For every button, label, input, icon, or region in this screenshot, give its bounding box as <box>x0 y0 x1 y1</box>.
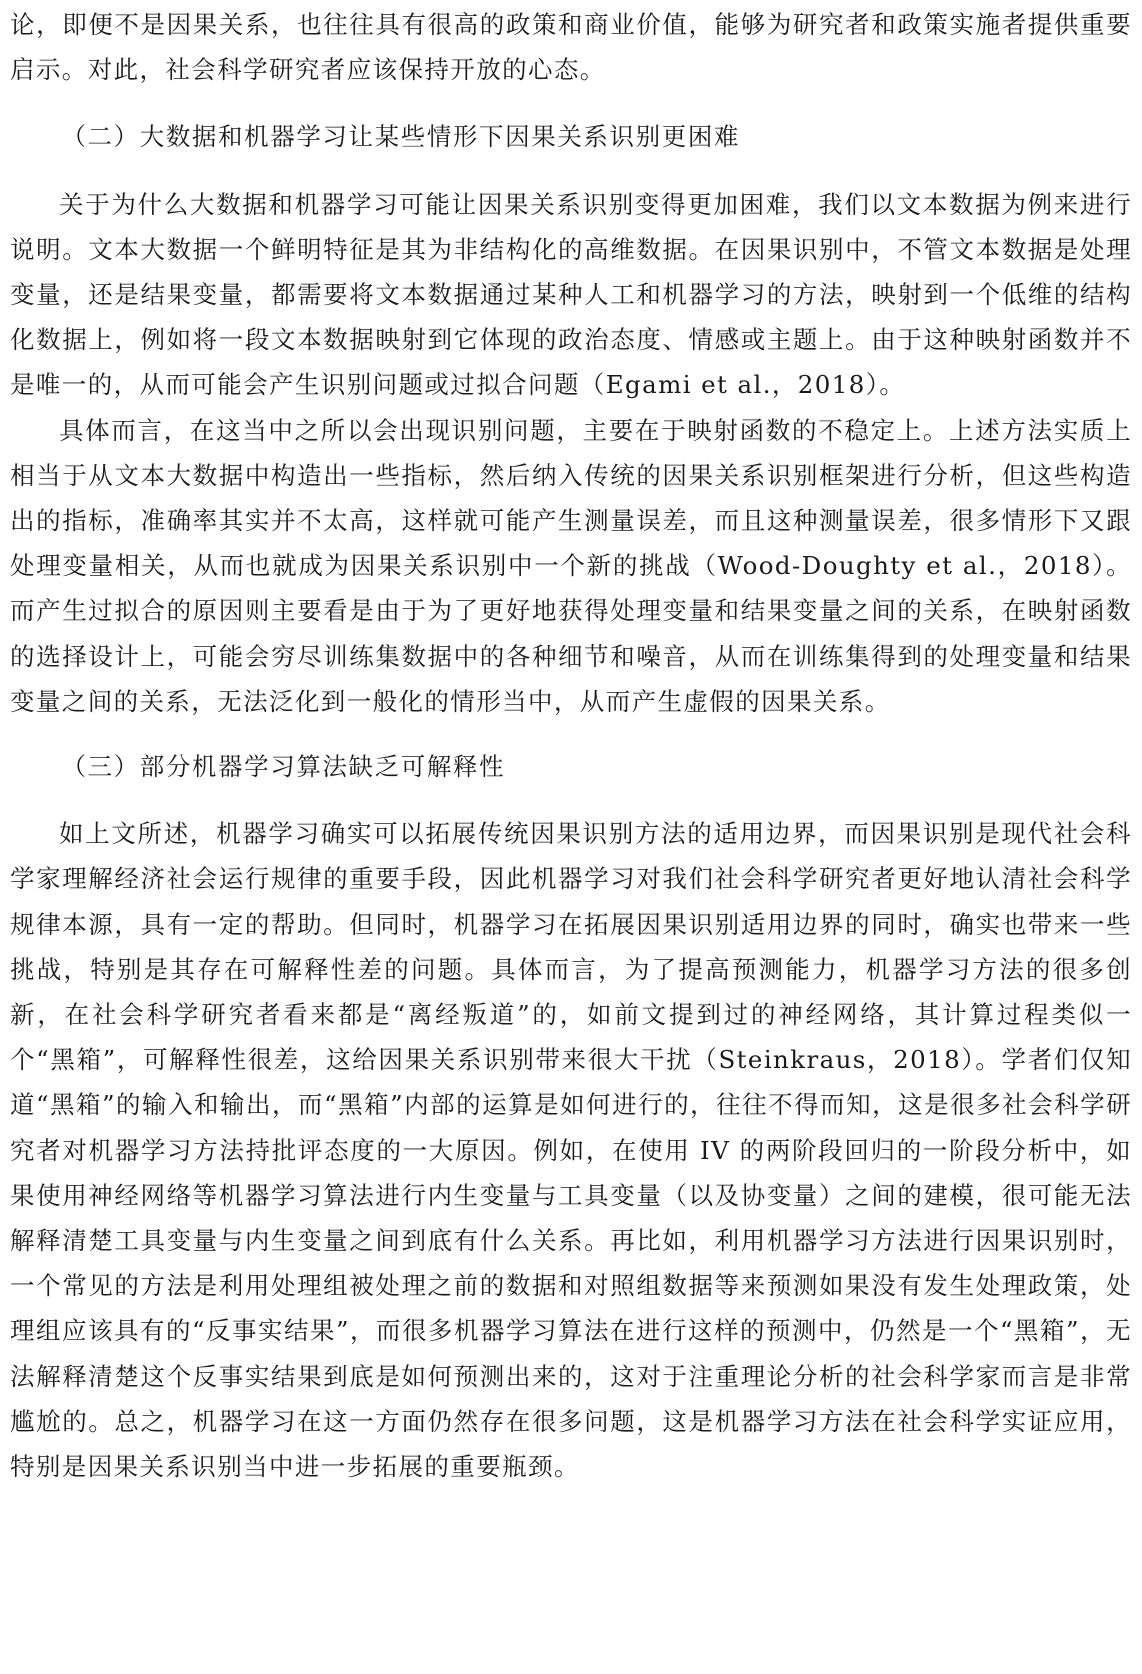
section-heading-2: （二）大数据和机器学习让某些情形下因果关系识别更困难 <box>61 122 741 152</box>
section-heading-3: （三）部分机器学习算法缺乏可解释性 <box>61 752 506 782</box>
paragraph-continuation: 论，即便不是因果关系，也往往具有很高的政策和商业价值，能够为研究者和政策实施者提供重要启示。对此，社会科学研究者应该保持开放的心态。 <box>10 10 1132 85</box>
paragraph-identification-problem: 具体而言，在这当中之所以会出现识别问题，主要在于映射函数的不稳定上。上述方法实质上相当于从文本大数据中构造出一些指标，然后纳入传统的因果关系识别框架进行分析，但这些构造出的指标，准确率其实并不太高，这样就可能产生测量误差，而且这种测量误差，很多情形下又跟处理变量相关，从而也就成为因果关系识别中一个新的挑战（Wood-Doughty et al.，2018）。而产生过拟合的原因则主要看是由于为了更好地获得处理变量和结果变量之间的关系，在映射函数的选择设计上，可能会穷尽训练集数据中的各种细节和噪音，从而在训练集得到的处理变量和结果变量之间的关系，无法泛化到一般化的情形当中，从而产生虚假的因果关系。 <box>10 415 1132 716</box>
paragraph-text-data-example: 关于为什么大数据和机器学习可能让因果关系识别变得更加困难，我们以文本数据为例来进行说明。文本大数据一个鲜明特征是其为非结构化的高维数据。在因果识别中，不管文本数据是处理变量，还是结果变量，都需要将文本数据通过某种人工和机器学习的方法，映射到一个低维的结构化数据上，例如将一段文本数据映射到它体现的政治态度、情感或主题上。由于这种映射函数并不是唯一的，从而可能会产生识别问题或过拟合问题（Egami et al.，2018）。 <box>10 189 1132 400</box>
paragraph-interpretability: 如上文所述，机器学习确实可以拓展传统因果识别方法的适用边界，而因果识别是现代社会科学家理解经济社会运行规律的重要手段，因此机器学习对我们社会科学研究者更好地认清社会科学规律本源，具有一定的帮助。但同时，机器学习在拓展因果识别适用边界的同时，确实也带来一些挑战，特别是其存在可解释性差的问题。具体而言，为了提高预测能力，机器学习方法的很多创新，在社会科学研究者看来都是“离经叛道”的，如前文提到过的神经网络，其计算过程类似一个“黑箱”，可解释性很差，这给因果关系识别带来很大干扰（Steinkraus，2018）。学者们仅知道“黑箱”的输入和输出，而“黑箱”内部的运算是如何进行的，往往不得而知，这是很多社会科学研究者对机器学习方法持批评态度的一大原因。例如，在使用 IV 的两阶段回归的一阶段分析中，如果使用神经网络等机器学习算法进行内生变量与工具变量（以及协变量）之间的建模，很可能无法解释清楚工具变量与内生变量之间到底有什么关系。再比如，利用机器学习方法进行因果识别时，一个常见的方法是利用处理组被处理之前的数据和对照组数据等来预测如果没有发生处理政策，处理组应该具有的“反事实结果”，而很多机器学习算法在进行这样的预测中，仍然是一个“黑箱”，无法解释清楚这个反事实结果到底是如何预测出来的，这对于注重理论分析的社会科学家而言是非常尴尬的。总之，机器学习在这一方面仍然存在很多问题，这是机器学习方法在社会科学实证应用，特别是因果关系识别当中进一步拓展的重要瓶颈。 <box>10 819 1132 1482</box>
